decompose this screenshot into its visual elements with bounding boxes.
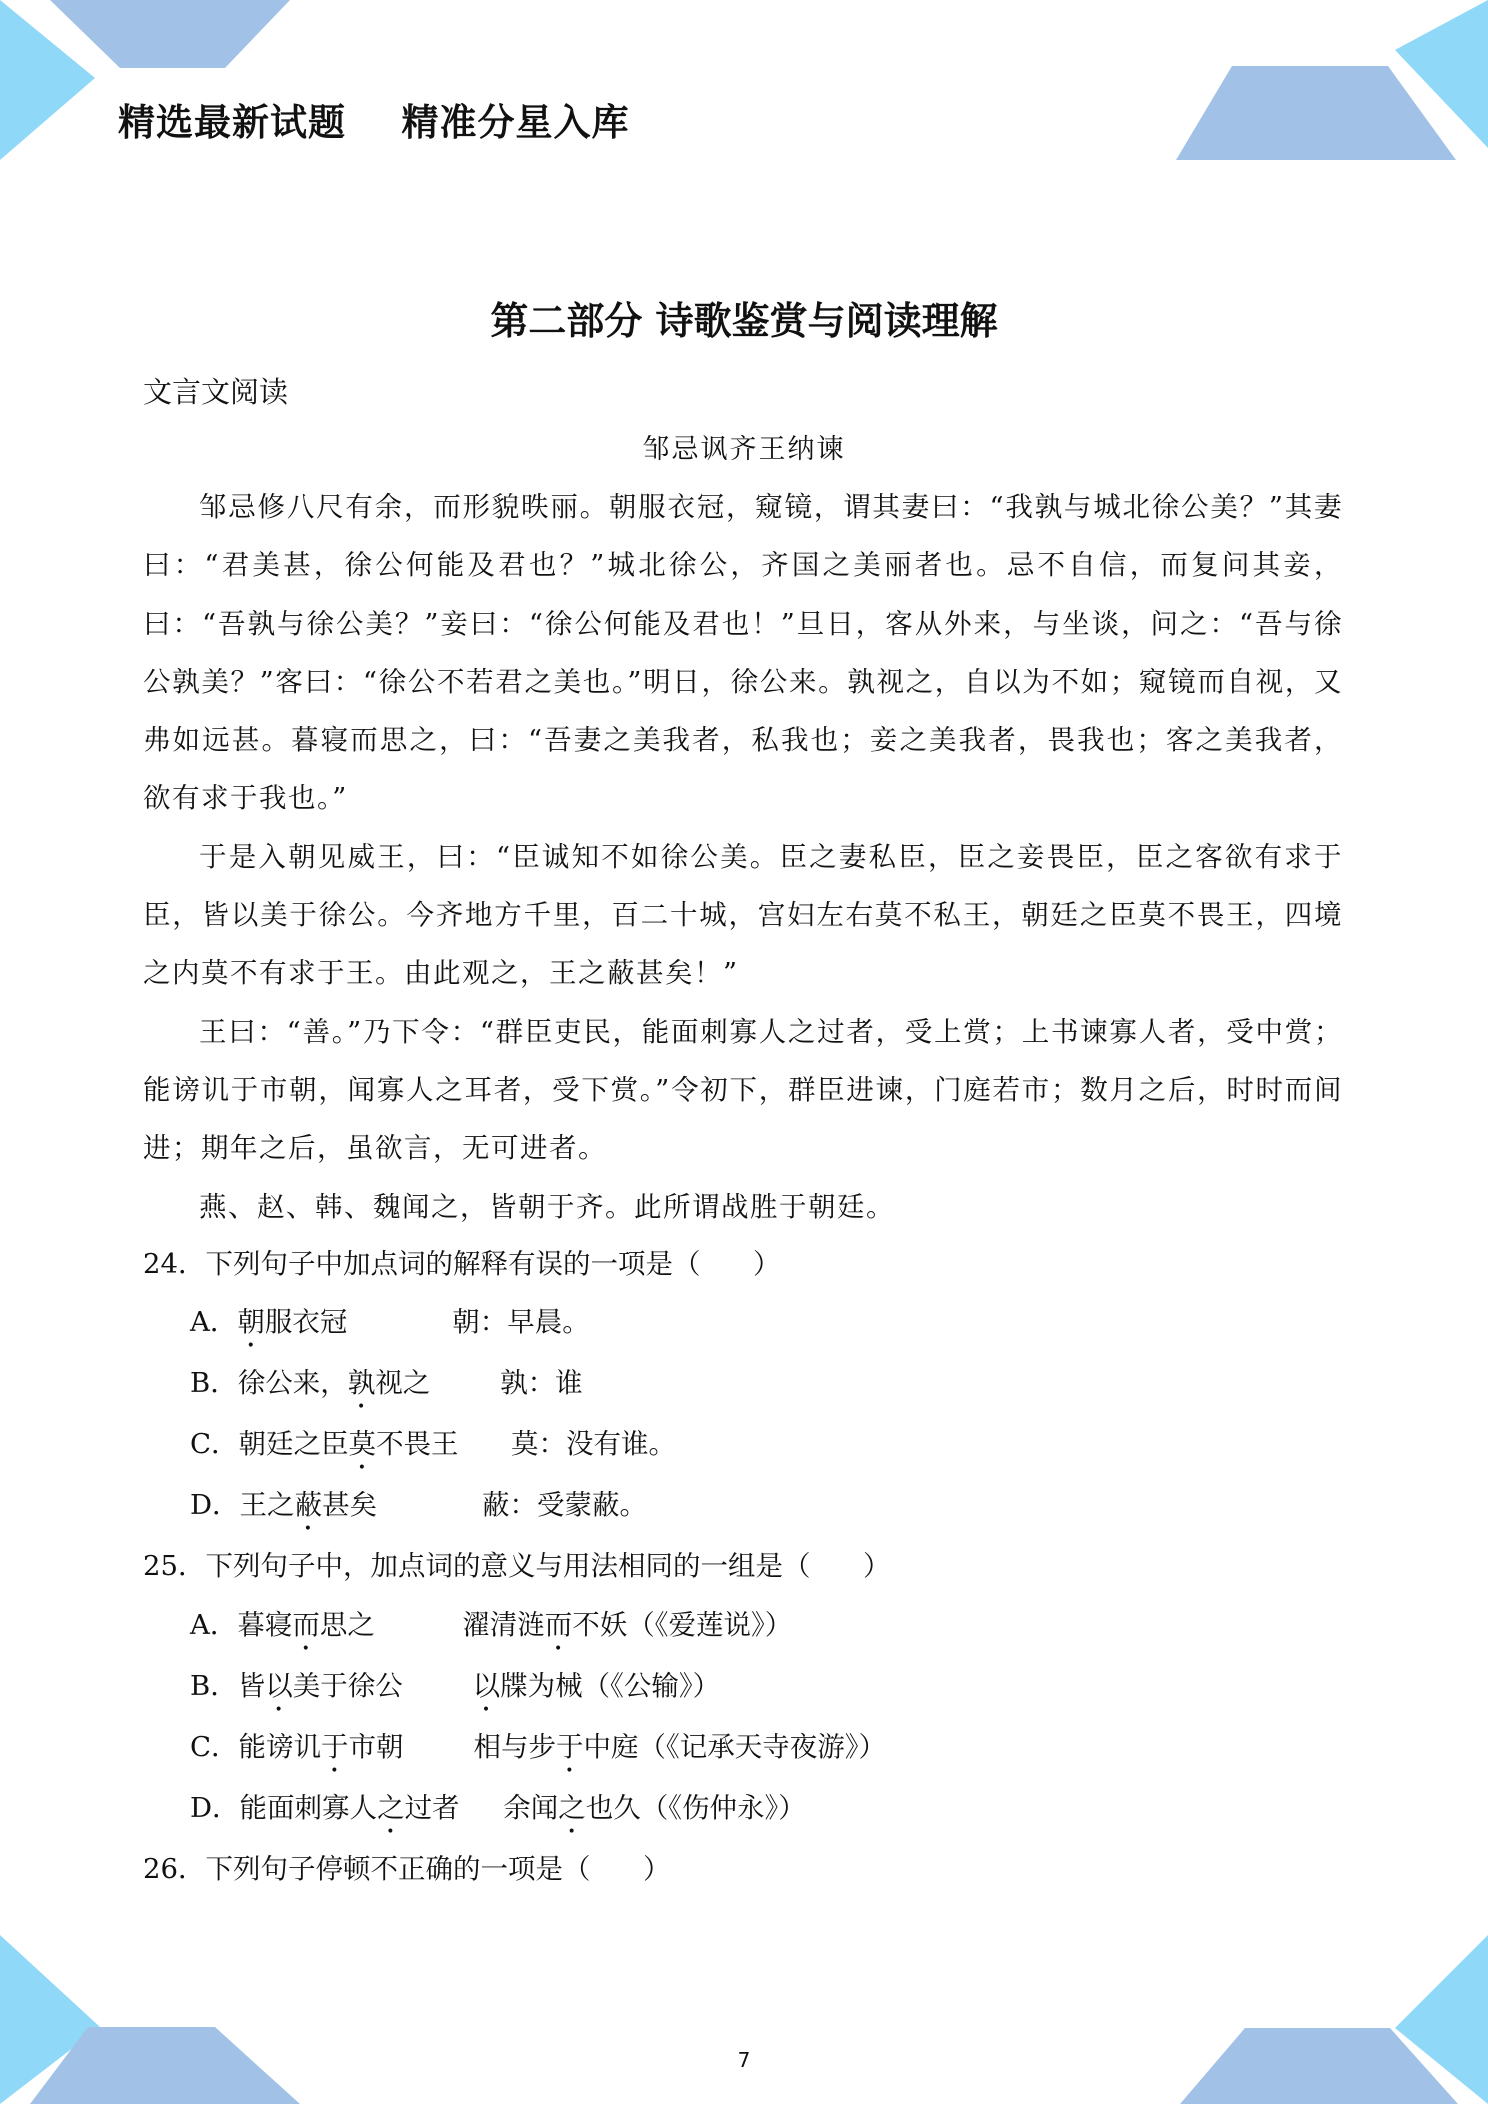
passage xyxy=(143,478,1343,1236)
dotted-word: 之 xyxy=(558,1791,586,1824)
dotted-word: 莫 xyxy=(348,1428,377,1461)
question-option[interactable]: A．朝服衣冠 朝：早晨。 xyxy=(190,1306,590,1339)
question-stem: 26．下列句子停顿不正确的一项是（ ） xyxy=(143,1852,671,1885)
question-option[interactable]: C．朝廷之臣莫不畏王 莫：没有谁。 xyxy=(190,1428,676,1461)
question-option[interactable]: B．皆以美于徐公 以牒为械（《公输》） xyxy=(190,1669,721,1702)
question-option[interactable]: D．王之蔽甚矣 蔽：受蒙蔽。 xyxy=(190,1489,647,1522)
dotted-word: 朝 xyxy=(237,1306,265,1339)
passage-paragraph: 王曰：“善。”乃下令：“群臣吏民，能面刺寡人之过者，受上赏；上书谏寡人者，受中赏；能谤讥于市朝，闻寡人之耳者，受下赏。”令初下，群臣进谏，门庭若市；数月之后，时时而间进；期年之后，虽欲言，无可进者。 xyxy=(143,1015,1343,1165)
question-stem: 24．下列句子中加点词的解释有误的一项是（ ） xyxy=(143,1248,781,1280)
questions xyxy=(143,1235,1343,1898)
question-option[interactable]: C．能谤讥于市朝 相与步于中庭（《记承天寺夜游》） xyxy=(190,1730,886,1763)
passage-paragraph: 于是入朝见威王，曰：“臣诚知不如徐公美。臣之妻私臣，臣之妾畏臣，臣之客欲有求于臣，皆以美于徐公。今齐地方千里，百二十城，宫妇左右莫不私王，朝廷之臣莫不畏王，四境之内莫不有求于王。由此观之，王之蔽甚矣！” xyxy=(143,840,1343,990)
header-slogan: 精选最新试题 精准分星入库 xyxy=(118,101,630,144)
text-title: 邹忌讽齐王纳谏 xyxy=(642,434,846,465)
question-option[interactable]: D．能面刺寡人之过者 余闻之也久（《伤仲永》） xyxy=(190,1791,806,1824)
passage-paragraph: 邹忌修八尺有余，而形貌昳丽。朝服衣冠，窥镜，谓其妻曰：“我孰与城北徐公美？”其妻曰：“君美甚，徐公何能及君也？”城北徐公，齐国之美丽者也。忌不自信，而复问其妾，曰：“吾孰与徐公美？”妾曰：“徐公何能及君也！”旦日，客从外来，与坐谈，问之：“吾与徐公孰美？”客曰：“徐公不若君之美也。”明日，徐公来。孰视之，自以为不如；窥镜而自视，又弗如远甚。暮寝而思之，曰：“吾妻之美我者，私我也；妾之美我者，畏我也；客之美我者，欲有求于我也。” xyxy=(143,491,1343,815)
dotted-word: 而 xyxy=(292,1608,320,1641)
dotted-word: 以 xyxy=(265,1669,293,1702)
dotted-word: 而 xyxy=(544,1608,573,1641)
dotted-word: 于 xyxy=(555,1730,584,1763)
top-left-banner xyxy=(50,0,290,68)
dotted-word: 蔽 xyxy=(294,1489,323,1522)
question-stem: 25．下列句子中，加点词的意义与用法相同的一组是（ ） xyxy=(143,1550,891,1583)
question-option[interactable]: B．徐公来，孰视之 孰：谁 xyxy=(190,1367,583,1400)
top-right-banner xyxy=(1176,66,1456,160)
page-number: 7 xyxy=(737,2048,751,2072)
passage-paragraph: 燕、赵、韩、魏闻之，皆朝于齐。此所谓战胜于朝廷。 xyxy=(199,1190,895,1223)
part-title: 第二部分 诗歌鉴赏与阅读理解 xyxy=(490,299,998,343)
section-label: 文言文阅读 xyxy=(143,375,289,409)
dotted-word: 于 xyxy=(321,1730,349,1763)
dotted-word: 之 xyxy=(377,1791,405,1824)
dotted-word: 孰 xyxy=(347,1367,376,1400)
question-option[interactable]: A．暮寝而思之 濯清涟而不妖（《爱莲说》） xyxy=(190,1608,793,1641)
dotted-word: 以 xyxy=(472,1669,501,1702)
